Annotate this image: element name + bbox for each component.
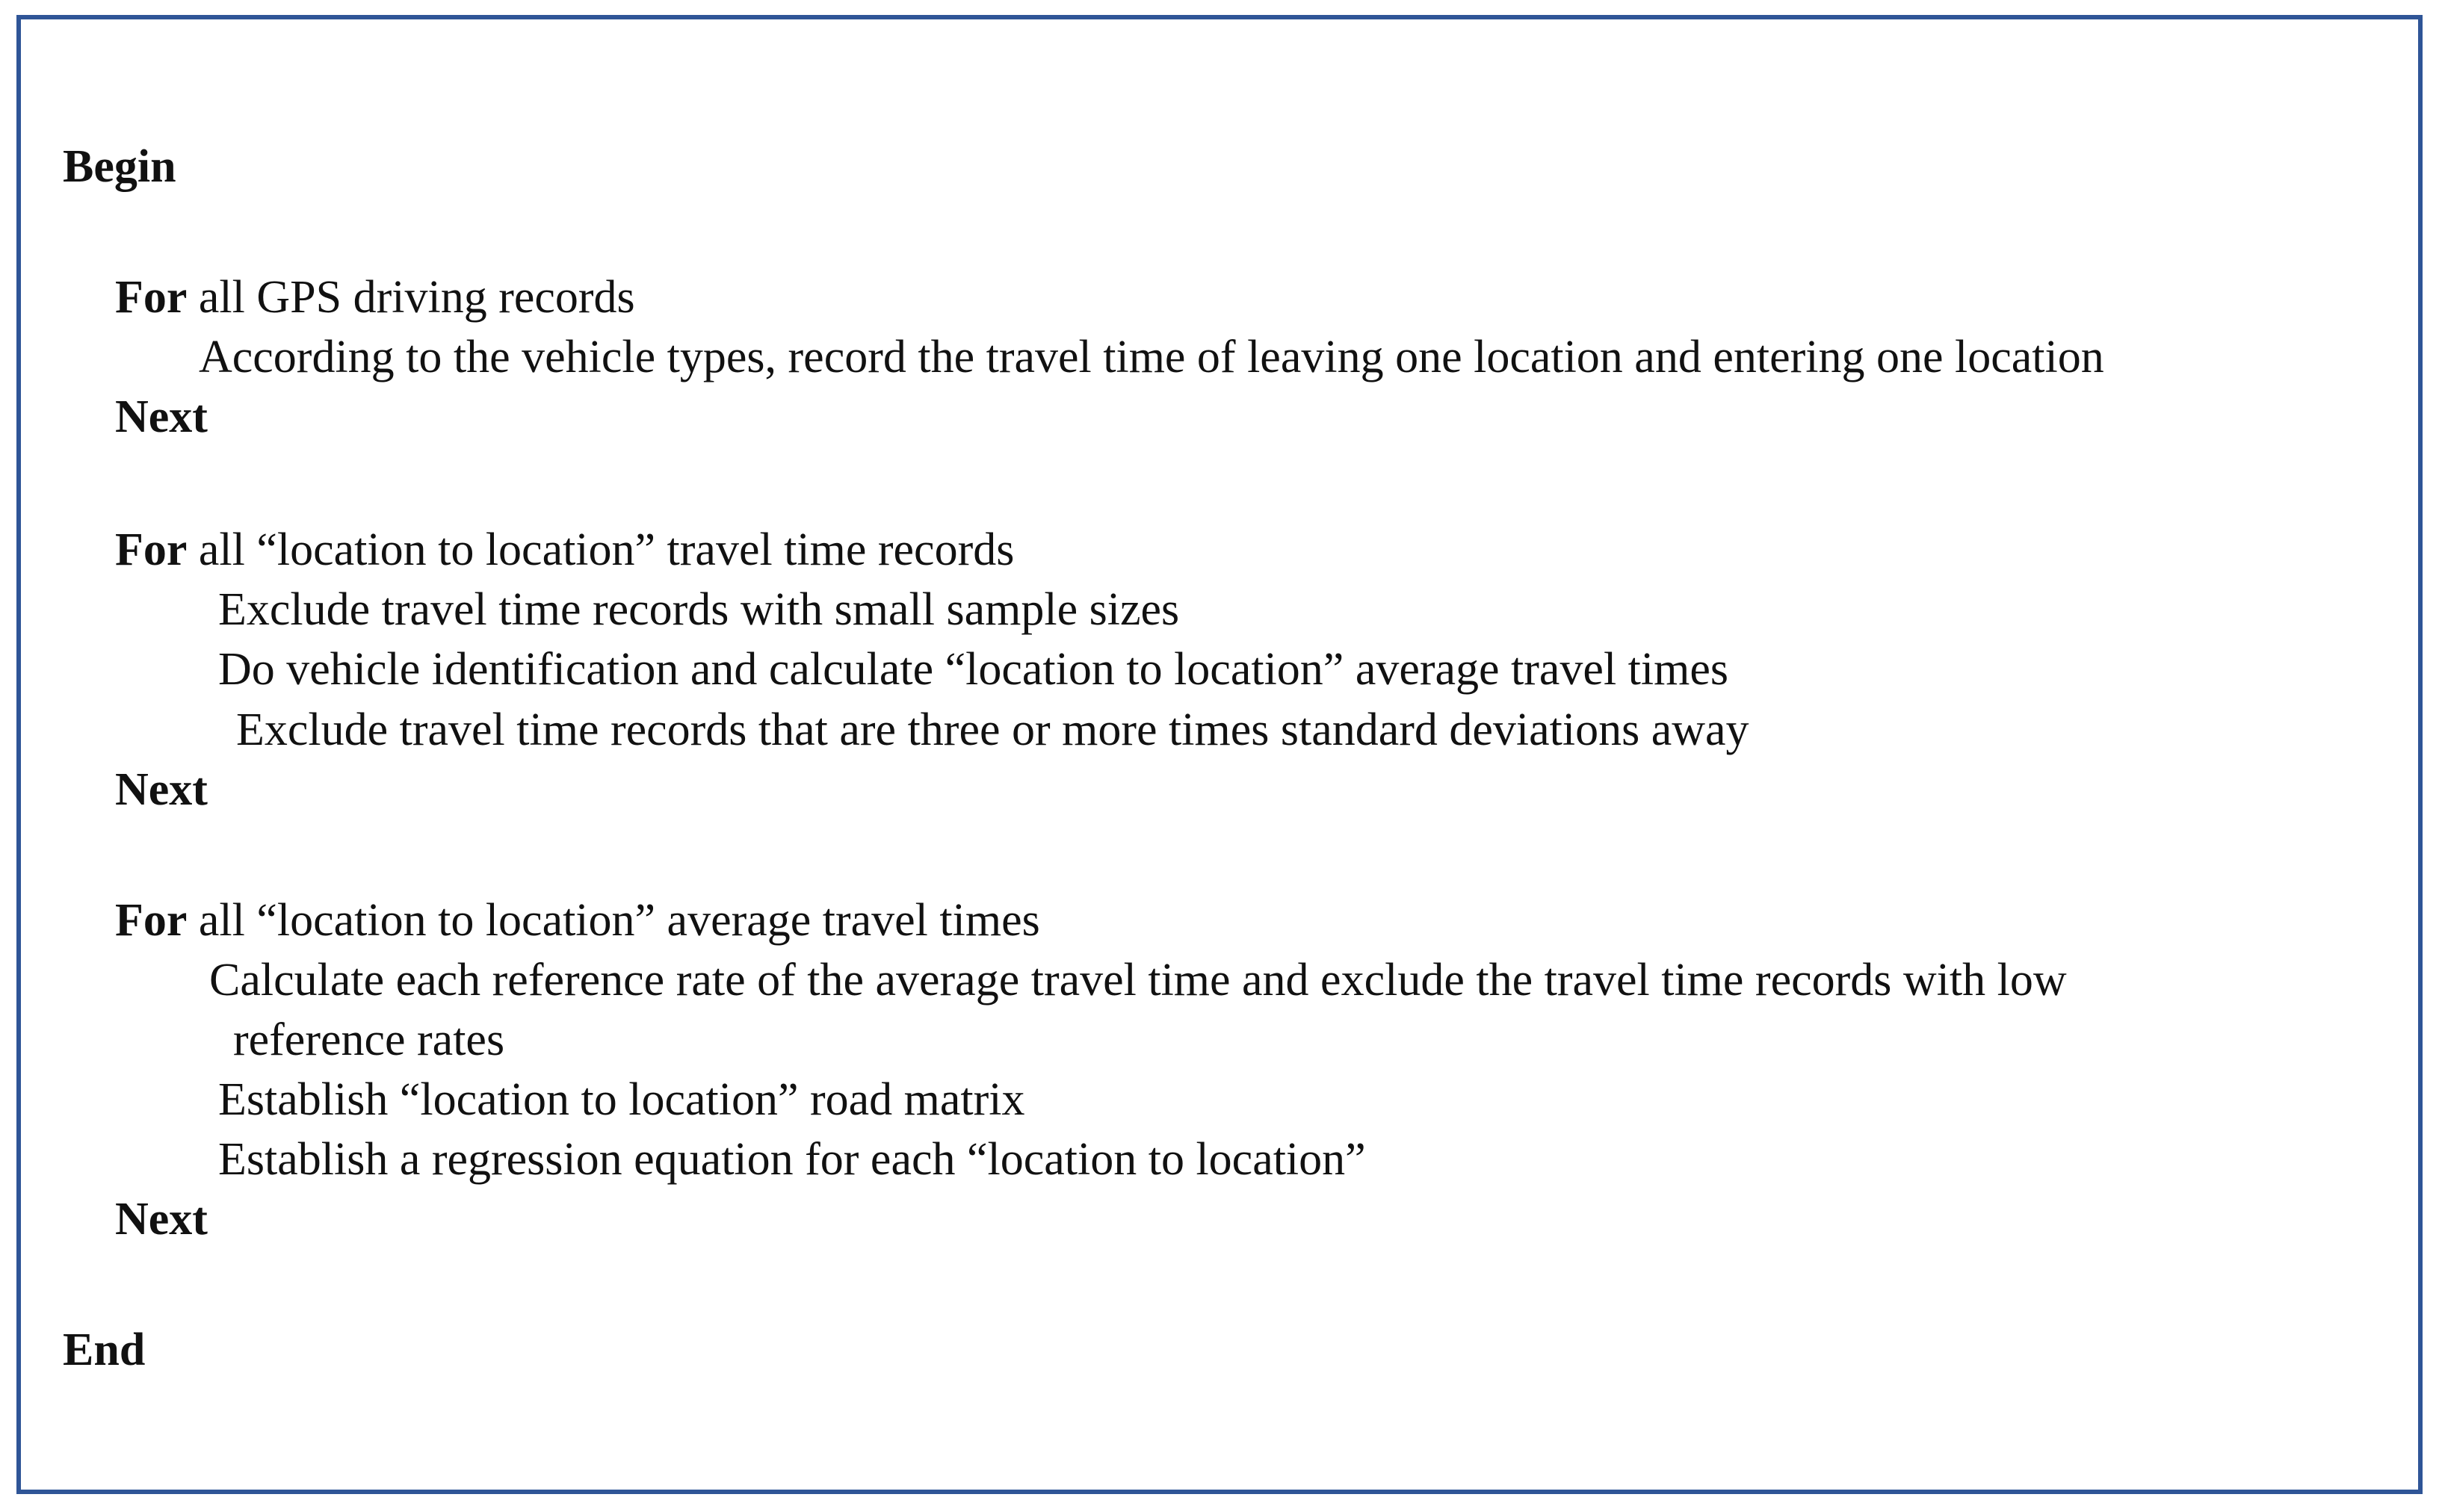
for-condition: all “location to location” travel time records [187, 524, 1015, 575]
for-condition: all “location to location” average travel times [187, 895, 1040, 946]
step-3-1: Calculate each reference rate of the average travel time and exclude the travel time records with low [209, 955, 2067, 1006]
for-condition: all GPS driving records [187, 272, 635, 323]
step-2-2: Do vehicle identification and calculate “location to location” average travel times [218, 644, 1728, 695]
next-keyword-3: Next [115, 1194, 208, 1245]
end-keyword: End [63, 1324, 146, 1375]
for-keyword: For [115, 895, 188, 946]
step-3-1-continued: reference rates [233, 1014, 505, 1065]
for-line-1 [115, 267, 635, 327]
for-line-2 [115, 520, 1014, 580]
for-keyword: For [115, 524, 188, 575]
step-3-2: Establish “location to location” road matrix [218, 1074, 1025, 1125]
begin-keyword: Begin [63, 141, 176, 192]
step-1-1: According to the vehicle types, record the travel time of leaving one location and entering one location [199, 332, 2104, 382]
next-keyword-1: Next [115, 391, 208, 442]
for-line-3 [115, 890, 1040, 950]
next-keyword-2: Next [115, 764, 208, 815]
step-2-3: Exclude travel time records that are three or more times standard deviations away [236, 704, 1749, 755]
step-2-1: Exclude travel time records with small sample sizes [218, 584, 1180, 635]
step-3-3: Establish a regression equation for each “location to location” [218, 1134, 1366, 1185]
for-keyword: For [115, 272, 188, 323]
